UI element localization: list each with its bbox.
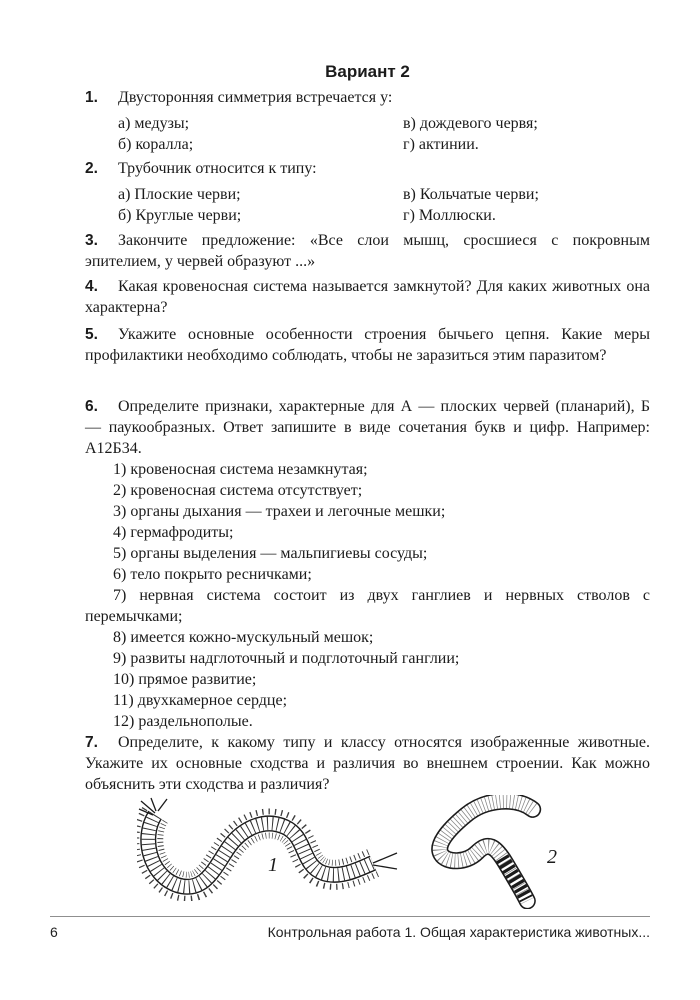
list-item: 12) раздельнополые.: [113, 713, 253, 730]
list-item: 7) нервная система состоит из двух ганглиев и нервных стволов с перемычками;: [85, 587, 650, 625]
question-4-stem: Какая кровеносная система называется замкнутой? Для каких животных она характерна?: [85, 278, 650, 316]
page-footer: [50, 916, 650, 943]
question-2-number: 2.: [85, 160, 98, 177]
list-item: 8) имеется кожно-мускульный мешок;: [113, 629, 374, 646]
question-7-stem: Определите, к какому типу и классу относятся изображенные животные. Укажите их основные сходства и различия во внешнем строении. Как можно объяснить эти сходства и различия?: [85, 734, 650, 793]
question-5-number: 5.: [85, 326, 98, 343]
question-2-option-g: г) Моллюски.: [403, 207, 496, 224]
question-3: [85, 230, 650, 272]
question-3-stem: Закончите предложение: «Все слои мышц, сросшиеся с покровным эпителием, у червей образуют ...»: [85, 232, 650, 270]
question-5: [85, 324, 650, 366]
list-item: 6) тело покрыто ресничками;: [113, 566, 312, 583]
question-6-items: [85, 459, 650, 732]
question-1-option-a: а) медузы;: [118, 115, 190, 132]
list-item: 4) гермафродиты;: [113, 524, 234, 541]
question-2-option-b: б) Круглые черви;: [118, 207, 242, 224]
question-5-stem: Укажите основные особенности строения бычьего цепня. Какие меры профилактики необходимо соблюдать, чтобы не заразиться этим паразитом?: [85, 326, 650, 364]
footer-running-title: Контрольная работа 1. Общая характеристика животных...: [267, 924, 650, 940]
figure-label-2: 2: [547, 846, 557, 868]
question-4-number: 4.: [85, 278, 98, 295]
question-1-option-g: г) актинии.: [403, 136, 479, 153]
question-2-text: [85, 158, 650, 179]
question-2-options: [118, 184, 650, 226]
question-7: [85, 732, 650, 795]
question-1-option-v: в) дождевого червя;: [403, 115, 538, 132]
question-2: [85, 158, 650, 226]
question-1-number: 1.: [85, 89, 98, 106]
question-6-stem: Определите признаки, характерные для А — плоских червей (планарий), Б — паукообразных. Ответ запишите в виде сочетания букв и цифр. Например: А12Б34.: [85, 398, 650, 457]
question-6: [85, 396, 650, 732]
question-7-number: 7.: [85, 734, 98, 751]
list-item: 1) кровеносная система незамкнутая;: [113, 461, 368, 478]
list-item: 9) развиты надглоточный и подглоточный ганглии;: [113, 650, 460, 667]
question-2-option-v: в) Кольчатые черви;: [403, 186, 539, 203]
figure-label-1: 1: [268, 854, 278, 876]
list-item: 2) кровеносная система отсутствует;: [113, 482, 363, 499]
list-item: 5) органы выделения — мальпигиевы сосуды;: [113, 545, 428, 562]
page-number: 6: [50, 924, 58, 940]
question-1-options: [118, 113, 650, 155]
earthworm-figure: [423, 795, 549, 909]
question-4: [85, 276, 650, 318]
list-item: 11) двухкамерное сердце;: [113, 692, 288, 709]
question-1-text: [85, 87, 650, 108]
question-1: [85, 87, 650, 155]
question-2-option-a: а) Плоские черви;: [118, 186, 241, 203]
question-1-stem: Двусторонняя симметрия встречается у:: [118, 89, 393, 106]
polychaete-worm-figure: [137, 797, 399, 901]
question-3-number: 3.: [85, 232, 98, 249]
list-item: 10) прямое развитие;: [113, 671, 257, 688]
question-6-number: 6.: [85, 398, 98, 415]
question-2-stem: Трубочник относится к типу:: [118, 160, 317, 177]
list-item: 3) органы дыхания — трахеи и легочные мешки;: [113, 503, 446, 520]
question-1-option-b: б) коралла;: [118, 136, 194, 153]
question-7-figure: [85, 795, 650, 917]
page-title: Вариант 2: [325, 62, 410, 81]
